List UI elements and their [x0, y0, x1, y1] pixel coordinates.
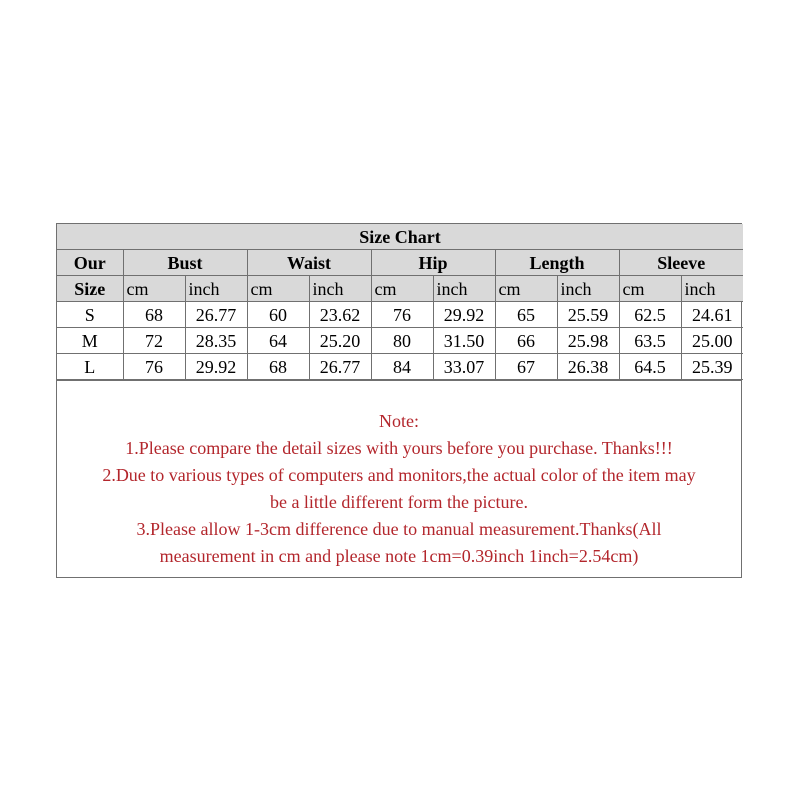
table-cell: 64.5: [619, 354, 681, 380]
table-cell: 84: [371, 354, 433, 380]
unit-inch: inch: [185, 276, 247, 302]
unit-inch: inch: [309, 276, 371, 302]
table-cell: 76: [123, 354, 185, 380]
table-cell: 26.77: [185, 302, 247, 328]
table-cell: 65: [495, 302, 557, 328]
table-cell: 68: [123, 302, 185, 328]
table-cell: 23.62: [309, 302, 371, 328]
table-cell: 25.20: [309, 328, 371, 354]
table-cell: 28.35: [185, 328, 247, 354]
header-waist: Waist: [247, 250, 371, 276]
title-row: [57, 224, 743, 250]
header-sleeve: Sleeve: [619, 250, 743, 276]
table-cell: 76: [371, 302, 433, 328]
size-label: S: [57, 302, 123, 328]
size-label: L: [57, 354, 123, 380]
our-size-header-bottom: Size: [57, 276, 123, 302]
note-line: 3.Please allow 1-3cm difference due to manual measurement.Thanks(All: [136, 519, 662, 539]
table-cell: 31.50: [433, 328, 495, 354]
unit-inch: inch: [433, 276, 495, 302]
size-table: [57, 224, 743, 380]
size-label: M: [57, 328, 123, 354]
unit-cm: cm: [247, 276, 309, 302]
header-length: Length: [495, 250, 619, 276]
unit-inch: inch: [681, 276, 743, 302]
table-cell: 63.5: [619, 328, 681, 354]
table-cell: 60: [247, 302, 309, 328]
table-cell: 25.59: [557, 302, 619, 328]
header-bust: Bust: [123, 250, 247, 276]
table-cell: 24.61: [681, 302, 743, 328]
unit-cm: cm: [619, 276, 681, 302]
group-header-row: [57, 250, 743, 276]
header-hip: Hip: [371, 250, 495, 276]
our-size-header-top: Our: [57, 250, 123, 276]
note-line: 2.Due to various types of computers and monitors,the actual color of the item may: [102, 465, 696, 485]
note-line: be a little different form the picture.: [269, 492, 529, 512]
chart-title: Size Chart: [57, 224, 743, 250]
table-cell: 25.98: [557, 328, 619, 354]
table-cell: 29.92: [185, 354, 247, 380]
table-cell: 33.07: [433, 354, 495, 380]
table-cell: 62.5: [619, 302, 681, 328]
notes-heading: Note:: [379, 411, 419, 431]
table-cell: 72: [123, 328, 185, 354]
table-cell: 80: [371, 328, 433, 354]
table-cell: 66: [495, 328, 557, 354]
notes-section: [57, 380, 741, 577]
table-cell: 26.38: [557, 354, 619, 380]
table-row: [57, 302, 743, 328]
size-chart: [56, 223, 742, 578]
table-cell: 25.00: [681, 328, 743, 354]
table-cell: 25.39: [681, 354, 743, 380]
unit-header-row: [57, 276, 743, 302]
unit-cm: cm: [371, 276, 433, 302]
unit-inch: inch: [557, 276, 619, 302]
table-cell: 64: [247, 328, 309, 354]
table-row: [57, 354, 743, 380]
unit-cm: cm: [495, 276, 557, 302]
table-row: [57, 328, 743, 354]
note-line: measurement in cm and please note 1cm=0.39inch 1inch=2.54cm): [159, 546, 639, 566]
table-cell: 26.77: [309, 354, 371, 380]
unit-cm: cm: [123, 276, 185, 302]
table-cell: 67: [495, 354, 557, 380]
table-cell: 68: [247, 354, 309, 380]
table-cell: 29.92: [433, 302, 495, 328]
note-line: 1.Please compare the detail sizes with yours before you purchase. Thanks!!!: [125, 438, 673, 458]
